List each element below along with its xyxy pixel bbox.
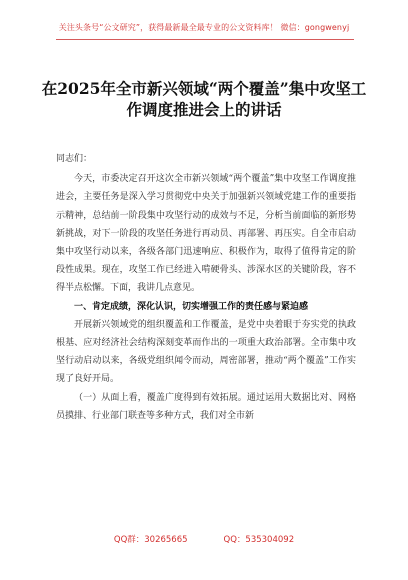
salutation: 同志们： — [56, 154, 93, 164]
footer-qq-group: QQ群：30265665 — [113, 535, 188, 545]
paragraph: 今天，市委决定召开这次全市新兴领域“两个覆盖”集中攻坚工作调度推进会，主要任务是深入学习贯彻党中央关于加强新兴领域党建工作的重要指示精神，总结前一阶段集中攻坚行动的成效与不足，分析当前面临的新形势新挑战，对下一阶段的攻坚任务进行再动员、再部署、再压实。自全市启动集中攻坚行动以来，各级各部门迅速响应、积极作为，取得了值得肯定的阶段性成果。现在，攻坚工作已经进入啃硬骨头、涉深水区的关键阶段，容不得半点松懈。下面，我讲几点意见。 — [56, 174, 356, 294]
document-body — [56, 150, 356, 425]
footer-qq: QQ：535304092 — [223, 535, 295, 545]
footer-contact — [0, 533, 408, 545]
paragraph: 开展新兴领域党的组织覆盖和工作覆盖，是党中央着眼于夯实党的执政根基、应对经济社会结构深刻变革而作出的一项重大政治部署。全市集中攻坚行动启动以来，各级党组织闻令而动，周密部署，推动“两个覆盖”工作实现了良好开局。 — [56, 319, 356, 385]
header-note: 关注头条号“公文研究”，获得最新最全最专业的公文资料库！ 微信：gongwenyj — [58, 23, 350, 32]
paragraph: （一）从面上看，覆盖广度得到有效拓展。通过运用大数据比对、网格员摸排、行业部门联查等多种方式，我们对全市新 — [56, 392, 356, 421]
document-title: 在2025年全市新兴领域“两个覆盖”集中攻坚工作调度推进会上的讲话 — [41, 79, 367, 119]
section-heading: 一、肯定成绩，深化认识，切实增强工作的责任感与紧迫感 — [74, 301, 309, 312]
header-divider — [56, 39, 354, 40]
